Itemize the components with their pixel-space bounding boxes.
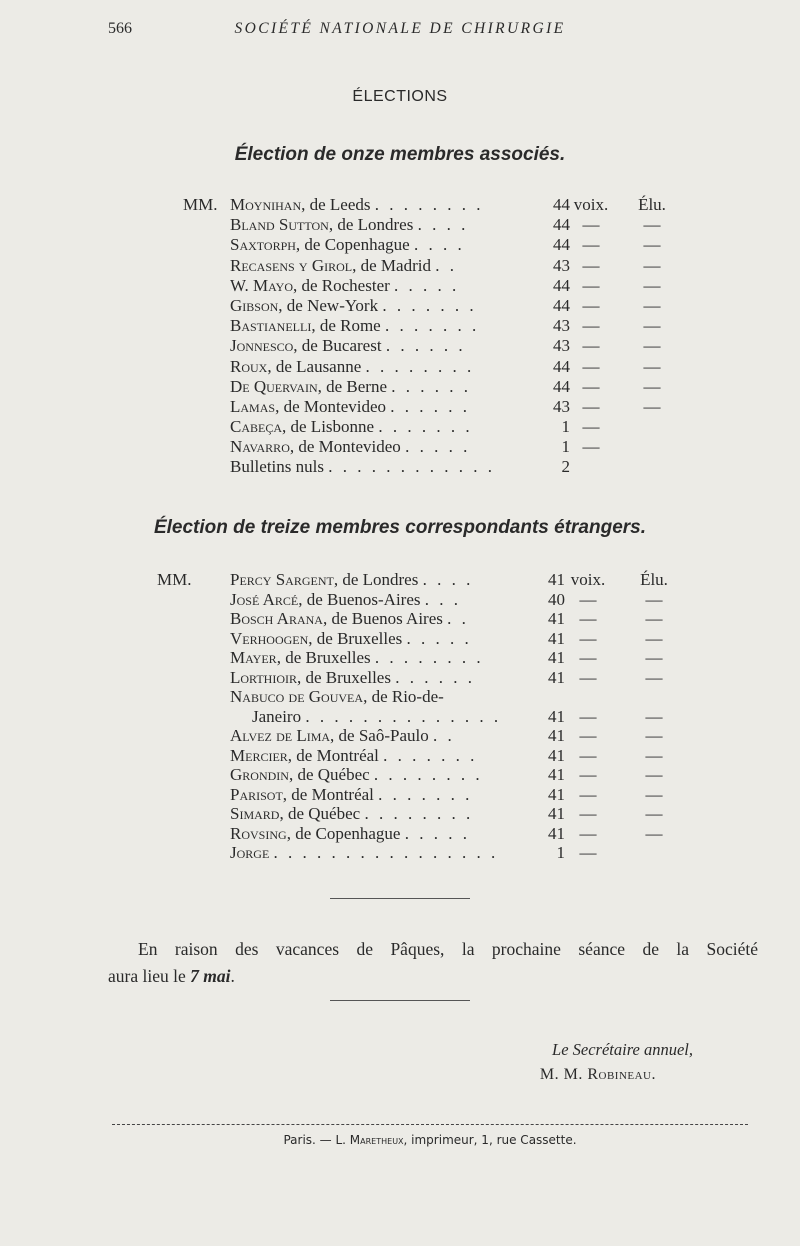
vote-count: 41 <box>548 667 565 687</box>
candidate-city: , de Bruxelles <box>308 628 403 648</box>
vote-unit: — <box>579 765 597 784</box>
candidate <box>230 707 552 727</box>
candidate-city: , de Montréal <box>287 745 379 765</box>
candidate-name: Bastianelli <box>230 316 312 336</box>
table-row <box>0 765 800 785</box>
vote-unit: — <box>582 235 600 255</box>
candidate-city: , de Rio-de- <box>363 687 444 706</box>
vote-unit: — <box>582 255 600 275</box>
vote-unit: — <box>579 628 597 648</box>
table-row <box>0 316 800 336</box>
dot-leader: . . . . . . . . . . . . . . . . <box>273 843 499 862</box>
candidate-city: , de Bruxelles <box>276 648 371 667</box>
candidate-city: , de Québec <box>279 804 361 823</box>
candidate-city: , de Buenos Aires <box>322 609 443 628</box>
candidate-name: Alvez de Lima <box>230 726 331 745</box>
candidate-city: , de Montevideo <box>289 437 401 457</box>
elected-mark: — <box>645 784 663 804</box>
candidate <box>230 824 530 844</box>
dot-leader: . . . . . <box>404 823 470 843</box>
vote-count: 41 <box>548 628 565 648</box>
candidate-name: Recasens y Girol <box>230 255 353 275</box>
vote-unit: — <box>582 356 600 376</box>
notice-paragraph <box>108 936 758 990</box>
vote-unit: — <box>579 804 597 823</box>
signature-title: Le Secrétaire annuel, <box>552 1040 693 1059</box>
vote-count: 41 <box>548 706 565 726</box>
table-row <box>0 785 800 805</box>
dot-leader: . . . . . . . <box>378 417 473 437</box>
dot-leader: . . . . . . . <box>378 784 473 804</box>
page-header <box>0 20 800 42</box>
vote-count: 43 <box>553 336 570 356</box>
candidate <box>230 590 530 610</box>
table-row <box>0 235 800 255</box>
candidate-name: Rovsing <box>230 823 287 843</box>
elected-mark: — <box>645 589 663 609</box>
running-title: SOCIÉTÉ NATIONALE DE CHIRURGIE <box>234 20 566 37</box>
candidate <box>230 397 536 417</box>
candidate <box>230 746 530 766</box>
candidate-name: Jonnesco <box>230 336 294 356</box>
dot-leader: . . . . . <box>405 437 471 457</box>
candidate-city: , de Leeds <box>301 195 371 214</box>
table-row <box>0 824 800 844</box>
dot-leader: . . . . . . <box>391 376 472 396</box>
vote-unit: — <box>582 417 600 437</box>
divider <box>330 1000 470 1001</box>
vote-unit: — <box>582 295 600 315</box>
vote-count: 40 <box>548 589 565 609</box>
elected-mark: — <box>643 356 661 376</box>
candidate-name: W. Mayo <box>230 275 293 295</box>
vote-count: 44 <box>553 376 570 396</box>
notice-line-2-end: . <box>230 966 235 986</box>
vote-unit: — <box>579 843 597 862</box>
candidate <box>230 336 536 356</box>
candidate-name: Lamas <box>230 396 276 416</box>
vote-unit: — <box>579 726 597 745</box>
dot-leader: . . . <box>424 589 461 609</box>
candidate-city: Bulletins nuls <box>230 457 324 477</box>
table-row <box>0 843 800 863</box>
candidate-name: Saxtorph <box>230 235 296 255</box>
vote-count: 44 <box>553 195 570 214</box>
elected-mark: — <box>645 648 663 667</box>
imprint-printer: Maretheux <box>349 1133 404 1147</box>
vote-unit: — <box>582 336 600 356</box>
table-row <box>0 668 800 688</box>
candidate-name: Bland Sutton <box>230 215 329 235</box>
table-row <box>0 629 800 649</box>
vote-count: 41 <box>548 804 565 823</box>
vote-count: 1 <box>556 843 565 862</box>
elected-mark: — <box>645 726 663 745</box>
candidate <box>230 629 530 649</box>
candidate-name: José Arcé <box>230 589 299 609</box>
dot-leader: . . . . <box>417 215 469 235</box>
dot-leader: . . . . . . <box>385 336 466 356</box>
page-number: 566 <box>108 20 132 37</box>
elected-mark: — <box>645 804 663 823</box>
candidate-city: , de Rochester <box>293 275 390 295</box>
vote-count: 43 <box>553 316 570 336</box>
elected-mark: — <box>643 316 661 336</box>
dot-leader: . . . . . . . . <box>373 765 483 784</box>
vote-count: 41 <box>548 745 565 765</box>
table-row <box>0 687 800 707</box>
candidate <box>230 687 530 707</box>
candidate-city: , de Lausanne <box>267 356 362 376</box>
vote-count: 44 <box>553 356 570 376</box>
vote-count: 1 <box>561 437 570 457</box>
table-row <box>0 377 800 397</box>
candidate-name: Verhoogen <box>230 628 309 648</box>
candidate-name: Grondin <box>230 765 289 784</box>
candidate-city: , de Copenhague <box>286 823 401 843</box>
dot-leader: . . . . <box>422 570 474 589</box>
candidate-name: Jorge <box>230 843 270 862</box>
candidate-city: , de Londres <box>333 570 419 589</box>
table-row <box>0 397 800 417</box>
candidate-name: De Quervain <box>230 376 318 396</box>
candidate <box>230 765 530 785</box>
table-row <box>0 417 800 437</box>
dot-leader: . . . . . . . . . . . . . . <box>305 706 502 726</box>
dot-leader: . . . . . . . . <box>374 648 484 667</box>
elected-mark: — <box>643 336 661 356</box>
candidate <box>230 785 530 805</box>
signature-initials: M. M. <box>539 1066 583 1083</box>
candidate-name: Roux <box>230 356 268 376</box>
dot-leader: . . <box>432 726 455 745</box>
table-row <box>0 276 800 296</box>
vote-unit: voix. <box>573 195 609 214</box>
section-heading: ÉLECTIONS <box>352 88 448 105</box>
notice-line-2-text: aura lieu le <box>108 966 186 986</box>
vote-count: 41 <box>548 648 565 667</box>
names-prefix: MM. <box>183 195 218 214</box>
vote-unit: — <box>579 609 597 628</box>
candidate-name: Parisot <box>230 784 283 804</box>
table-row <box>0 296 800 316</box>
table-row <box>0 215 800 235</box>
section2-results-table <box>0 570 800 863</box>
vote-count: 44 <box>553 215 570 235</box>
candidate-city: , de New-York <box>278 295 379 315</box>
candidate-city: , de Bruxelles <box>297 667 391 687</box>
vote-count: 41 <box>548 570 565 589</box>
elected-mark: — <box>643 295 661 315</box>
table-row <box>0 336 800 356</box>
vote-unit: — <box>582 215 600 235</box>
candidate-city: , de Madrid <box>352 255 431 275</box>
footer-rule <box>112 1124 748 1126</box>
candidate-name: Mayer <box>230 648 277 667</box>
candidate <box>230 357 536 377</box>
table-row <box>0 609 800 629</box>
table-row <box>0 726 800 746</box>
candidate-city: , de Rome <box>311 316 381 336</box>
vote-unit: — <box>579 784 597 804</box>
vote-unit: voix. <box>570 570 606 589</box>
table-row <box>0 457 800 477</box>
candidate <box>230 843 530 863</box>
vote-count: 2 <box>561 457 570 477</box>
candidate-name: Bosch Arana <box>230 609 323 628</box>
dot-leader: . . . . <box>413 235 465 255</box>
section1-title: Élection de onze membres associés. <box>234 144 566 165</box>
candidate-name: Navarro <box>230 437 290 457</box>
vote-unit: — <box>582 396 600 416</box>
candidate-city: , de Québec <box>288 765 370 784</box>
candidate-city: , de Saô-Paulo <box>330 726 429 745</box>
elected-mark: — <box>645 667 663 687</box>
vote-unit: — <box>579 823 597 843</box>
section2-title: Élection de treize membres correspondants étrangers. <box>153 517 647 538</box>
candidate <box>230 316 536 336</box>
candidate-name: Nabuco de Gouvea <box>230 687 364 706</box>
notice-line-1: En raison des vacances de Pâques, la prochaine séance de la Société <box>138 939 758 959</box>
vote-count: 41 <box>548 726 565 745</box>
dot-leader: . . <box>447 609 469 628</box>
notice-date: 7 mai <box>190 966 231 986</box>
vote-unit: — <box>582 275 600 295</box>
signature-name-line <box>0 1066 656 1084</box>
candidate <box>230 457 536 477</box>
elected-mark: — <box>643 275 661 295</box>
dot-leader: . . . . . . . <box>383 745 478 765</box>
imprint-address: , imprimeur, 1, rue Cassette. <box>403 1133 577 1147</box>
candidate-city: , de Buenos-Aires <box>298 589 421 609</box>
elected-mark: — <box>645 823 663 843</box>
elected-mark: — <box>645 765 663 784</box>
candidate <box>230 417 536 437</box>
table-row <box>0 357 800 377</box>
divider <box>330 898 470 899</box>
names-prefix: MM. <box>157 570 192 589</box>
vote-unit: — <box>582 316 600 336</box>
dot-leader: . . . . . . . . . . . . <box>328 457 495 477</box>
candidate <box>230 437 536 457</box>
vote-count: 41 <box>548 823 565 843</box>
table-row <box>0 195 800 215</box>
candidate-name: Gibson <box>230 295 279 315</box>
vote-count: 41 <box>548 609 565 628</box>
signature-name: Robineau. <box>587 1066 656 1083</box>
vote-unit: — <box>579 745 597 765</box>
candidate <box>230 668 530 688</box>
vote-unit: — <box>579 706 597 726</box>
section1-results-table <box>0 195 800 478</box>
candidate-name: Simard <box>230 804 280 823</box>
candidate-city: , de Londres <box>328 215 414 235</box>
candidate <box>230 195 536 215</box>
candidate-city: , de Montevideo <box>275 396 387 416</box>
candidate <box>230 648 530 668</box>
dot-leader: . . . . . <box>394 275 460 295</box>
table-row <box>0 746 800 766</box>
candidate-city: Janeiro <box>252 706 302 726</box>
vote-count: 44 <box>553 295 570 315</box>
table-row <box>0 707 800 727</box>
elected-mark: — <box>645 628 663 648</box>
vote-unit: — <box>579 667 597 687</box>
candidate-name: Mercier <box>230 745 288 765</box>
vote-unit: — <box>582 376 600 396</box>
vote-unit: — <box>579 648 597 667</box>
candidate-name: Cabeça <box>230 417 283 437</box>
vote-count: 43 <box>553 396 570 416</box>
dot-leader: . . . . . . <box>395 667 475 687</box>
dot-leader: . . <box>435 255 457 275</box>
elected-mark: — <box>643 215 661 235</box>
table-row <box>0 256 800 276</box>
vote-count: 44 <box>553 275 570 295</box>
table-row <box>0 570 800 590</box>
printer-imprint <box>0 1133 800 1147</box>
dot-leader: . . . . . . . . <box>365 356 475 376</box>
candidate-city: , de Berne <box>317 376 388 396</box>
elected-mark: — <box>643 376 661 396</box>
candidate <box>230 609 530 629</box>
dot-leader: . . . . . . <box>390 396 471 416</box>
table-row <box>0 437 800 457</box>
imprint-prefix: Paris. — L. <box>283 1133 346 1147</box>
candidate-city: , de Lisbonne <box>282 417 375 437</box>
table-row <box>0 590 800 610</box>
table-row <box>0 804 800 824</box>
candidate <box>230 804 530 824</box>
elected-mark: — <box>645 745 663 765</box>
table-row <box>0 648 800 668</box>
candidate <box>230 570 530 590</box>
notice-line-2 <box>108 966 235 986</box>
vote-count: 41 <box>548 765 565 784</box>
vote-count: 41 <box>548 784 565 804</box>
dot-leader: . . . . . <box>406 628 472 648</box>
elected-mark: — <box>643 396 661 416</box>
candidate-name: Moynihan <box>230 195 302 214</box>
candidate <box>230 215 536 235</box>
vote-unit: — <box>579 589 597 609</box>
candidate-name: Percy Sargent <box>230 570 334 589</box>
candidate <box>230 377 536 397</box>
candidate-city: , de Montréal <box>282 784 374 804</box>
candidate <box>230 276 536 296</box>
elected-mark: — <box>645 609 663 628</box>
candidate <box>230 235 536 255</box>
vote-count: 43 <box>553 255 570 275</box>
elected-mark: — <box>645 706 663 726</box>
candidate-city: , de Copenhague <box>295 235 410 255</box>
candidate <box>230 726 530 746</box>
dot-leader: . . . . . . . <box>384 316 480 336</box>
elected-mark: — <box>643 235 661 255</box>
elected-mark: — <box>643 255 661 275</box>
dot-leader: . . . . . . . . <box>374 195 484 214</box>
vote-count: 1 <box>561 417 570 437</box>
vote-count: 44 <box>553 235 570 255</box>
dot-leader: . . . . . . . <box>382 295 477 315</box>
elected-mark: Élu. <box>640 570 668 589</box>
dot-leader: . . . . . . . . <box>364 804 474 823</box>
candidate-city: , de Bucarest <box>293 336 382 356</box>
candidate <box>230 296 536 316</box>
elected-mark: Élu. <box>638 195 666 214</box>
candidate-name: Lorthioir <box>230 667 297 687</box>
candidate <box>230 256 536 276</box>
vote-unit: — <box>582 437 600 457</box>
